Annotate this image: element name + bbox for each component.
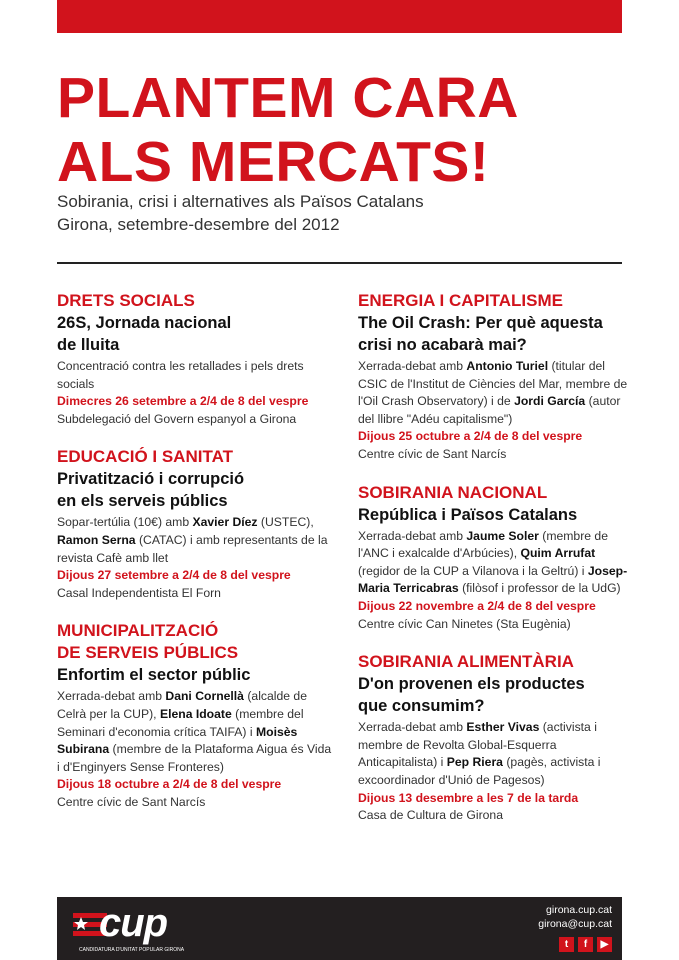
event-place: Casal Independentista El Forn [57,585,221,600]
logo-subtitle: CANDIDATURA D'UNITAT POPULAR GIRONA [79,947,185,953]
speaker-name: Jordi García [514,394,586,409]
event-description [57,514,332,567]
youtube-icon[interactable]: ▶ [597,937,612,952]
speaker-name: Ramon Serna [57,532,136,547]
desc-text: (membre de la Plataforma Aigua és Vida i d'Enginyers Sense Fronteres) [57,742,332,774]
desc-text: (filòsof i professor de la UdG) [458,581,621,596]
event-title [358,673,628,717]
desc-text: (pagès, activista i excoordinador d'Unió de Pagesos) [358,755,601,787]
event-category: DRETS SOCIALS [57,291,195,310]
desc-text: Sopar-tertúlia (10€) amb [57,515,193,530]
event-place: Subdelegació del Govern espanyol a Girona [57,411,297,426]
speaker-name: Pep Riera [446,755,503,770]
left-column [57,290,332,830]
footer-bar [57,897,622,960]
event-date: Dimecres 26 setembre a 2/4 de 8 del vespre [57,394,309,409]
event-title: Enfortim el sector públic [57,666,251,685]
social-links [559,937,612,952]
event-place: Centre cívic de Sant Narcís [358,446,507,461]
desc-text: Xerrada-debat amb [358,528,467,543]
event-drets-socials [57,290,332,428]
event-sobirania-nacional [358,482,628,634]
speaker-name: Jaume Soler [466,528,539,543]
event-sobirania-alimentaria [358,651,628,825]
event-category-line: MUNICIPALITZACIÓ [57,621,219,641]
event-date: Dijous 13 desembre a les 7 de la tarda [358,790,579,805]
right-column [358,290,628,843]
speaker-name: Antonio Turiel [466,359,549,373]
subtitle-line-2: Girona, setembre-desembre del 2012 [57,215,340,234]
event-educacio-sanitat [57,446,332,602]
desc-text: (activista i membre de Revolta Global-Esquerra Anticapitalista) i [358,720,597,770]
event-place: Centre cívic Can Ninetes (Sta Eugènia) [358,616,571,631]
title-line-1: PLANTEM CARA [57,66,519,130]
event-title-line: Privatització i corrupció [57,470,245,489]
event-municipalitzacio [57,620,332,811]
event-title [57,468,332,512]
event-title [358,312,628,356]
event-energia-capitalisme [358,290,628,464]
desc-text: (titular del CSIC de l'Institut de Ciències del Mar, membre de l'Oil Crash Observatory) i de [358,359,628,409]
event-date: Dijous 18 octubre a 2/4 de 8 del vespre [57,777,282,792]
speaker-name: Josep-Maria Terricabras [358,563,628,596]
event-date: Dijous 27 setembre a 2/4 de 8 del vespre [57,568,291,583]
speaker-name: Quim Arrufat [520,546,596,561]
page-title [57,66,622,194]
subtitle [57,190,424,236]
cup-logo[interactable] [73,901,213,955]
email-link[interactable]: girona@cup.cat [538,918,612,930]
event-title: República i Països Catalans [358,505,578,524]
title-line-2: ALS MERCATS! [57,130,490,194]
desc-text: (alcalde de Celrà per la CUP), [57,689,307,721]
event-category: ENERGIA I CAPITALISME [358,291,563,310]
twitter-icon[interactable]: t [559,937,574,952]
event-title [57,312,332,356]
desc-text: Xerrada-debat amb [57,689,166,704]
desc-text: (membre de l'ANC i exalcalde d'Arbúcies), [358,528,608,561]
logo-text: cup [99,901,168,945]
speaker-name: Dani Cornellà [165,689,244,704]
event-place: Casa de Cultura de Girona [358,808,503,823]
speaker-name: Moisès Subirana [57,724,298,757]
event-title-line: de lluita [57,336,120,354]
event-category: EDUCACIÓ I SANITAT [57,447,233,467]
event-title-line: 26S, Jornada nacional [57,314,232,332]
event-title-line: D'on provenen els productes [358,675,585,694]
event-category-line: DE SERVEIS PÚBLICS [57,643,239,663]
event-place: Centre cívic de Sant Narcís [57,794,206,809]
facebook-icon[interactable]: f [578,937,593,952]
desc-text: Xerrada-debat amb [358,720,467,735]
top-red-bar [57,0,622,33]
desc-text: Xerrada-debat amb [358,359,467,373]
event-description [57,688,332,776]
event-title-line: que consumim? [358,697,485,716]
divider [57,262,622,264]
event-date: Dijous 22 novembre a 2/4 de 8 del vespre [358,598,596,613]
event-description [358,719,628,789]
event-category: SOBIRANIA ALIMENTÀRIA [358,652,574,672]
desc-text: (membre del Seminari d'economia crítica TAIFA) i [57,706,304,739]
website-link[interactable]: girona.cup.cat [546,904,612,916]
desc-text: (autor del llibre "Adéu capitalisme") [358,394,621,426]
event-description: Concentració contra les retallades i pels drets socials [57,359,304,391]
event-title-line: The Oil Crash: Per què aquesta [358,314,603,332]
event-description [358,528,628,598]
event-title-line: crisi no acabarà mai? [358,336,527,354]
desc-text: (USTEC), [257,515,314,530]
event-category: SOBIRANIA NACIONAL [358,482,548,502]
subtitle-line-1: Sobirania, crisi i alternatives als Països Catalans [57,192,424,211]
event-description [358,358,628,428]
event-category [57,620,332,664]
desc-text: (CATAC) i amb representants de la revista Cafè amb llet [57,532,328,565]
desc-text: (regidor de la CUP a Vilanova i la Geltrú) i [358,563,588,578]
event-date: Dijous 25 octubre a 2/4 de 8 del vespre [358,429,583,444]
speaker-name: Elena Idoate [159,706,232,721]
contact-info [538,903,612,931]
event-title-line: en els serveis públics [57,492,228,511]
speaker-name: Esther Vivas [466,720,540,735]
speaker-name: Xavier Díez [192,515,258,530]
